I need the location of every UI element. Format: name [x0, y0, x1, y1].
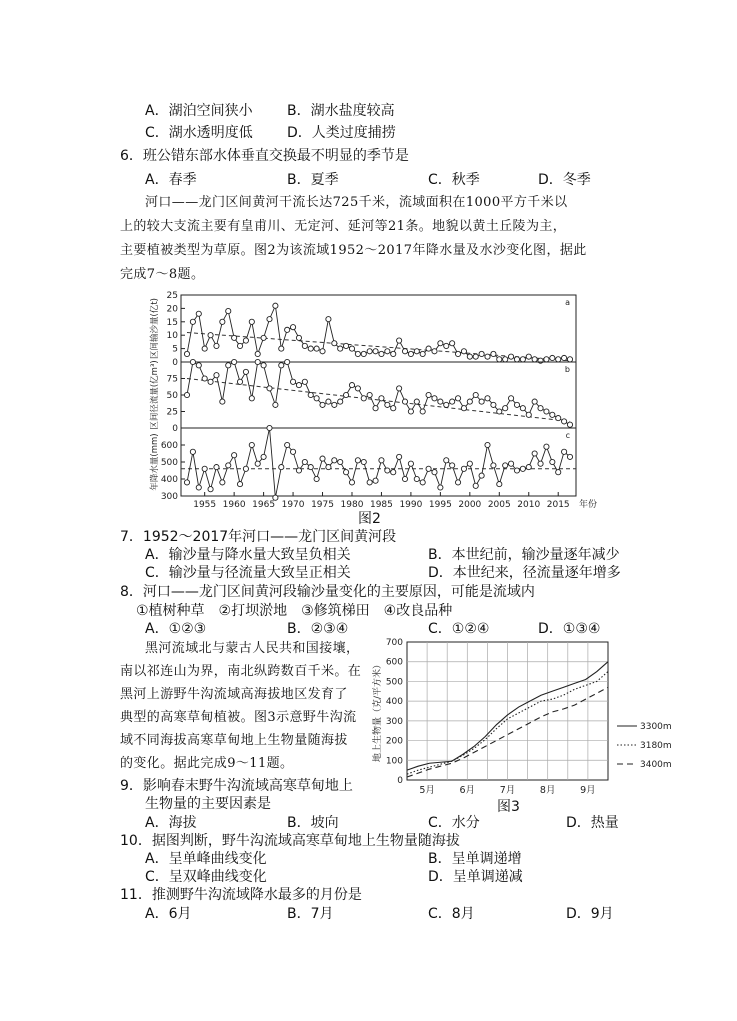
- x-tick-label: 9月: [580, 785, 596, 796]
- legend-label-3300m: 3300m: [640, 722, 672, 732]
- y-tick-label: 500: [160, 458, 178, 468]
- x-tick-label: 1975: [311, 500, 334, 510]
- x-tick-label: 1995: [428, 500, 452, 510]
- q5-option-c: C．湖水透明度低: [145, 125, 253, 141]
- q11-stem: 11．推测野牛沟流域降水最多的月份是: [120, 887, 362, 903]
- x-tick-label: 2005: [487, 500, 511, 510]
- y-tick-label: 75: [166, 374, 178, 385]
- q6-option-d: D．冬季: [538, 172, 591, 188]
- y-tick-label: 400: [160, 475, 178, 485]
- x-tick-label: 6月: [459, 785, 476, 796]
- x-tick-label: 1985: [369, 500, 393, 510]
- passage2-line-4: 典型的高寒草甸植被。图3示意野牛沟流: [120, 710, 357, 725]
- q11-option-c: C．8月: [428, 906, 475, 922]
- passage2-line-6: 的变化。据此完成9～11题。: [120, 756, 294, 771]
- x-tick-label: 1990: [399, 500, 423, 510]
- y-tick-label: 20: [166, 304, 178, 315]
- y-tick-label: 300: [385, 716, 403, 727]
- q6-stem: 6．班公错东部水体垂直交换最不明显的季节是: [120, 148, 409, 164]
- panel-b-letter: b: [564, 365, 570, 374]
- q8-option-c: C．①②④: [428, 621, 490, 637]
- x-tick-label: 1965: [252, 500, 276, 510]
- q7-option-b: B．本世纪前，输沙量逐年减少: [428, 547, 620, 563]
- q9-stem-line-1: 9．影响春末野牛沟流域高寒草甸地上: [120, 778, 353, 794]
- q6-option-c: C．秋季: [428, 172, 480, 188]
- y-tick-label: 600: [160, 441, 178, 451]
- panel-a-letter: a: [565, 298, 570, 307]
- q5-option-d: D．人类过度捕捞: [287, 125, 396, 141]
- x-tick-label: 1960: [222, 500, 246, 510]
- x-tick-label: 1970: [281, 500, 305, 510]
- passage1-line-4: 完成7～8题。: [120, 267, 205, 282]
- panel-a-ylabel: 区间输沙量(亿t): [150, 298, 160, 359]
- passage1-line-1: 河口——龙门区间黄河干流长达725千米，流域面积在1000平方千米以: [145, 195, 568, 210]
- q7-option-d: D．本世纪来，径流量逐年增多: [428, 565, 621, 581]
- passage1-line-3: 主要植被类型为草原。图2为该流域1952～2017年降水量及水沙变化图，据此: [120, 243, 587, 258]
- q9-option-b: B．坡向: [287, 815, 339, 831]
- q8-option-b: B．②③④: [287, 621, 349, 637]
- y-tick-label: 50: [166, 391, 178, 401]
- q9-option-d: D．热量: [566, 815, 619, 831]
- legend-label-3400m: 3400m: [640, 760, 672, 770]
- figure-3-caption: 图3: [497, 799, 520, 815]
- y-tick-label: 10: [166, 331, 178, 342]
- y-tick-label: 600: [385, 657, 403, 668]
- y-tick-label: 700: [385, 638, 403, 648]
- panel-c-letter: c: [565, 431, 570, 440]
- x-tick-label: 1980: [340, 500, 364, 510]
- q11-option-a: A．6月: [145, 906, 192, 922]
- y-tick-label: 0: [397, 776, 403, 786]
- q11-option-d: D．9月: [566, 906, 614, 922]
- q7-stem: 7．1952～2017年河口——龙门区间黄河段: [120, 529, 397, 545]
- q9-option-a: A．海拔: [145, 815, 197, 831]
- q5-option-a: A．湖泊空间狭小: [145, 103, 253, 119]
- passage2-line-1: 黑河流域北与蒙古人民共和国接壤，: [145, 641, 360, 656]
- q8-option-a: A．①②③: [145, 621, 207, 637]
- q10-option-b: B．呈单调递增: [428, 851, 522, 867]
- q8-option-d: D．①③④: [538, 621, 601, 637]
- y-tick-label: 200: [385, 736, 403, 747]
- x-tick-label: 2000: [458, 500, 482, 510]
- q8-statements: ①植树种草 ②打坝淤地 ③修筑梯田 ④改良品种: [136, 603, 453, 619]
- x-tick-label: 7月: [499, 785, 516, 796]
- x-tick-label: 1955: [193, 500, 217, 510]
- panel-c-ylabel: 年降水量(mm): [150, 433, 160, 491]
- x-axis-label: 年份: [579, 500, 598, 510]
- y-tick-label: 15: [166, 317, 178, 328]
- q9-option-c: C．水分: [428, 815, 480, 831]
- y-tick-label: 25: [166, 291, 178, 301]
- q7-option-c: C．输沙量与径流量大致呈正相关: [145, 565, 351, 581]
- y-tick-label: 400: [385, 697, 403, 708]
- q9-stem-line-2: 生物量的主要因素是: [145, 796, 271, 812]
- y-tick-label: 300: [160, 492, 178, 502]
- q10-option-a: A．呈单峰曲线变化: [145, 851, 267, 867]
- legend-label-3180m: 3180m: [640, 741, 672, 751]
- q7-option-a: A．输沙量与降水量大致呈负相关: [145, 547, 351, 563]
- x-tick-label: 8月: [539, 785, 556, 796]
- x-tick-label: 2010: [517, 500, 541, 510]
- passage2-line-3: 黑河上游野牛沟流域高海拔地区发育了: [120, 687, 348, 702]
- q11-option-b: B．7月: [287, 906, 334, 922]
- y-tick-label: 25: [166, 407, 178, 418]
- q6-option-a: A．春季: [145, 172, 197, 188]
- q10-option-d: D．呈单调递减: [428, 869, 523, 885]
- q10-option-c: C．呈双峰曲线变化: [145, 869, 267, 885]
- passage2-line-5: 域不同海拔高寒草甸地上生物量随海拔: [120, 733, 348, 748]
- q5-option-b: B．湖水盐度较高: [287, 103, 395, 119]
- y-tick-label: 0: [172, 424, 178, 434]
- panel-b-ylabel: 区间径流量(亿m³): [150, 360, 160, 430]
- y-tick-label: 5: [172, 344, 178, 355]
- q6-option-b: B．夏季: [287, 172, 339, 188]
- y-tick-label: 100: [385, 756, 403, 767]
- figure-2-caption: 图2: [358, 511, 381, 527]
- passage1-line-2: 上的较大支流主要有皇甫川、无定河、延河等21条。地貌以黄土丘陵为主，: [120, 219, 567, 234]
- q10-stem: 10．据图判断，野牛沟流域高寒草甸地上生物量随海拔: [120, 833, 460, 849]
- y-tick-label: 0: [172, 358, 178, 368]
- x-tick-label: 2015: [546, 500, 570, 510]
- y-tick-label: 500: [385, 677, 403, 688]
- q8-stem: 8．河口——龙门区间黄河段输沙量变化的主要原因，可能是流域内: [120, 584, 535, 600]
- y-axis-label: 地上生物量（克/平方米）: [373, 659, 383, 763]
- passage2-line-2: 南以祁连山为界，南北纵跨数百千米。在: [120, 664, 362, 679]
- x-tick-label: 5月: [419, 785, 435, 796]
